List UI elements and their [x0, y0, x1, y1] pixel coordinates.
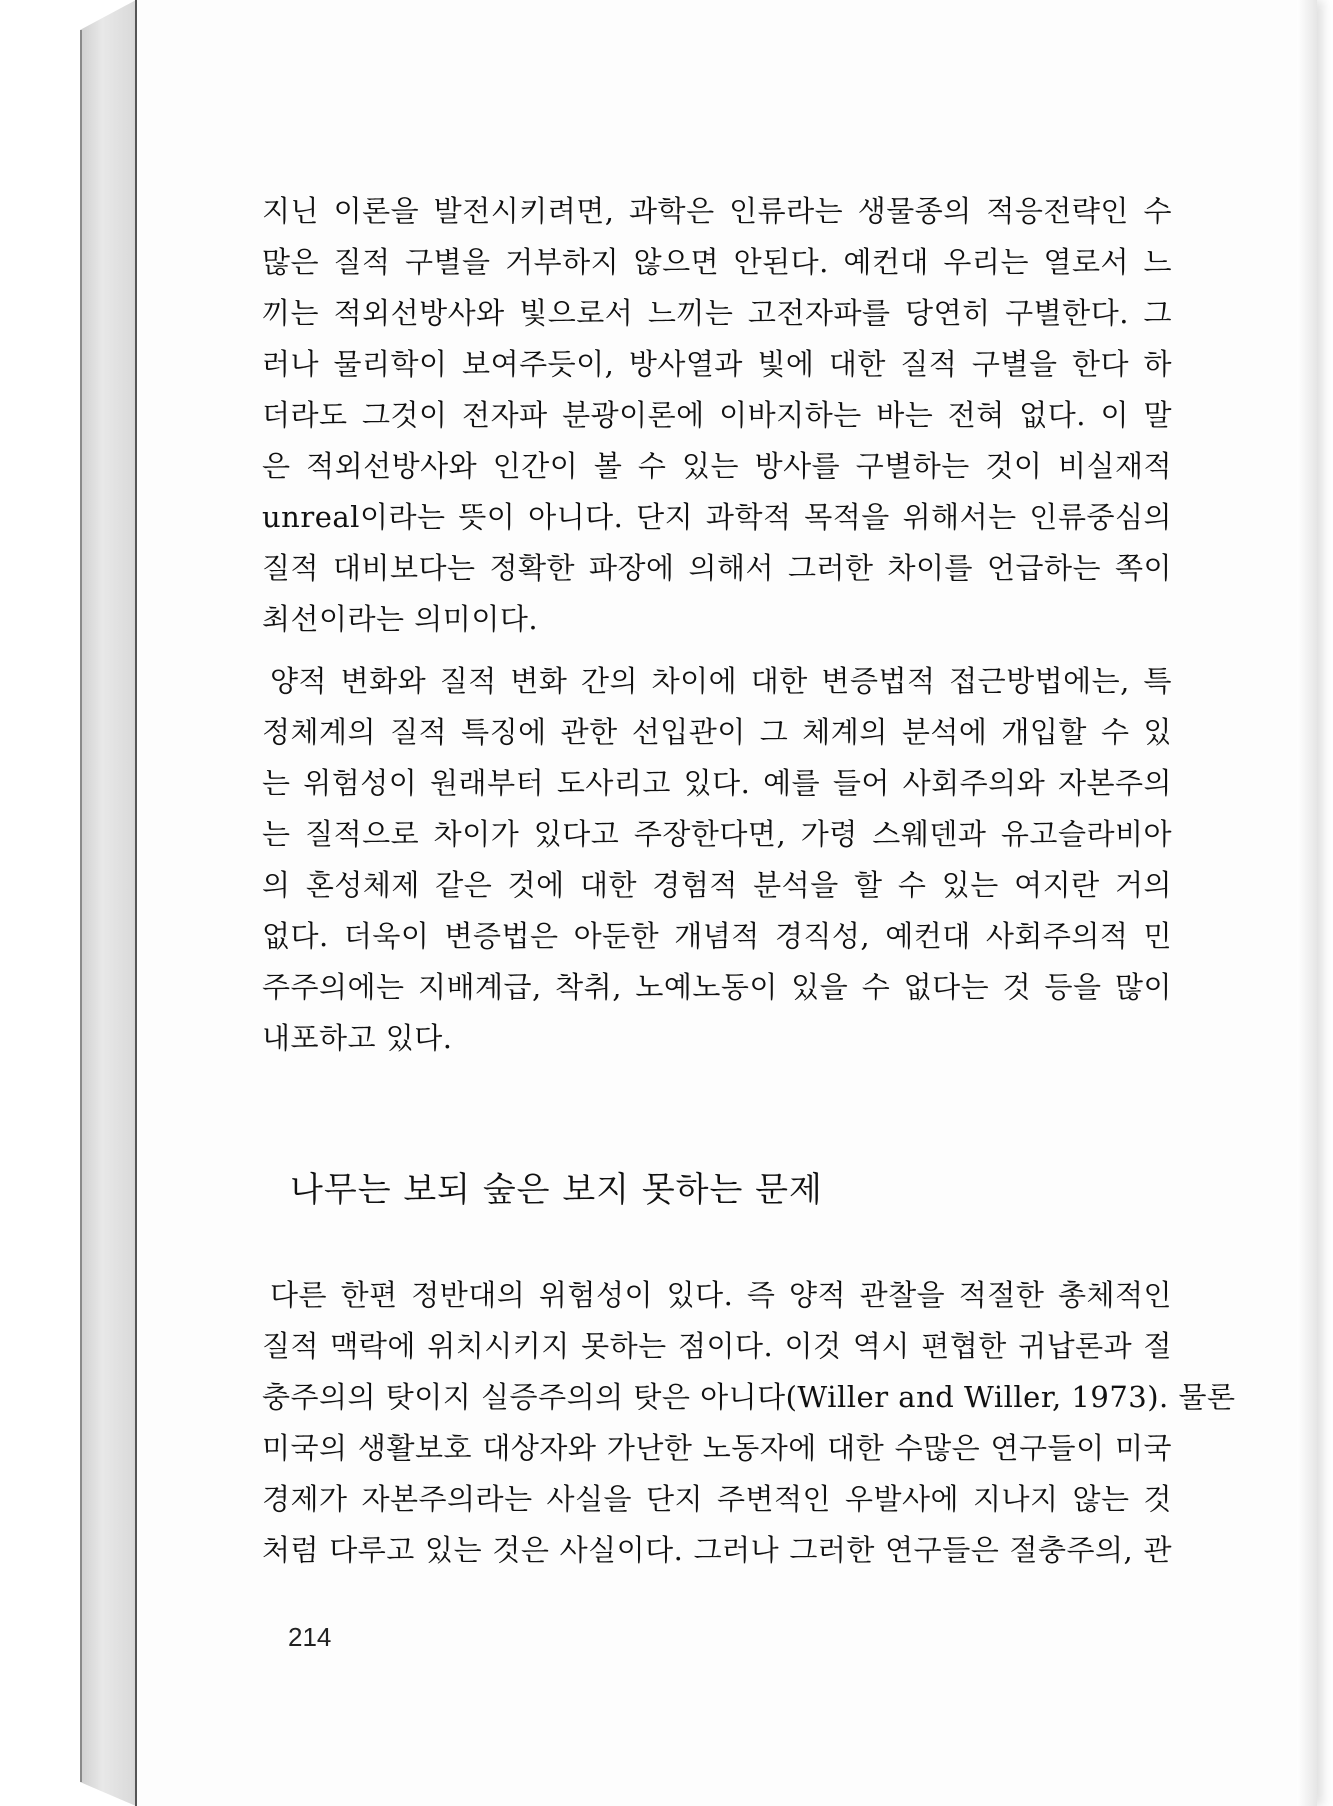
text-line: 질적 맥락에 위치시키지 못하는 점이다. 이것 역시 편협한 귀납론과 절 — [262, 1329, 1172, 1363]
paragraph-2 — [262, 656, 1172, 1064]
paragraph-1 — [262, 186, 1172, 645]
text-line: 처럼 다루고 있는 것은 사실이다. 그러나 그러한 연구들은 절충주의, 관 — [262, 1533, 1172, 1567]
text-line: 러나 물리학이 보여주듯이, 방사열과 빛에 대한 질적 구별을 한다 하 — [262, 347, 1172, 381]
page-edge-shade — [1297, 0, 1317, 1806]
paragraph-3 — [262, 1270, 1236, 1576]
text-line: 의 혼성체제 같은 것에 대한 경험적 분석을 할 수 있는 여지란 거의 — [262, 868, 1172, 902]
book-spine-edge — [80, 30, 82, 1782]
text-line: 최선이라는 의미이다. — [262, 602, 539, 636]
text-line: 질적 대비보다는 정확한 파장에 의해서 그러한 차이를 언급하는 쪽이 — [262, 551, 1172, 585]
text-line: 경제가 자본주의라는 사실을 단지 주변적인 우발사에 지나지 않는 것 — [262, 1482, 1172, 1516]
text-line: 다른 한편 정반대의 위험성이 있다. 즉 양적 관찰을 적절한 총체적인 — [270, 1278, 1172, 1312]
section-heading: 나무는 보되 숲은 보지 못하는 문제 — [290, 1170, 823, 1210]
text-line: 내포하고 있다. — [262, 1021, 453, 1055]
text-line: 많은 질적 구별을 거부하지 않으면 안된다. 예컨대 우리는 열로서 느 — [262, 245, 1172, 279]
text-line: 충주의의 탓이지 실증주의의 탓은 아니다(Willer and Willer, 1973). 물론 — [262, 1380, 1236, 1414]
text-line: 없다. 더욱이 변증법은 아둔한 개념적 경직성, 예컨대 사회주의적 민 — [262, 919, 1172, 953]
text-line: 더라도 그것이 전자파 분광이론에 이바지하는 바는 전혀 없다. 이 말 — [262, 398, 1172, 432]
text-line: 양적 변화와 질적 변화 간의 차이에 대한 변증법적 접근방법에는, 특 — [270, 664, 1172, 698]
text-line: unreal이라는 뜻이 아니다. 단지 과학적 목적을 위해서는 인류중심의 — [262, 500, 1172, 534]
text-line: 정체계의 질적 특징에 관한 선입관이 그 체계의 분석에 개입할 수 있 — [262, 715, 1172, 749]
text-line: 주주의에는 지배계급, 착취, 노예노동이 있을 수 없다는 것 등을 많이 — [262, 970, 1172, 1004]
text-line: 미국의 생활보호 대상자와 가난한 노동자에 대한 수많은 연구들이 미국 — [262, 1431, 1172, 1465]
text-line: 끼는 적외선방사와 빛으로서 느끼는 고전자파를 당연히 구별한다. 그 — [262, 296, 1172, 330]
text-line: 은 적외선방사와 인간이 볼 수 있는 방사를 구별하는 것이 비실재적 — [262, 449, 1172, 483]
page-number: 214 — [288, 1622, 332, 1652]
text-line: 는 위험성이 원래부터 도사리고 있다. 예를 들어 사회주의와 자본주의 — [262, 766, 1172, 800]
book-spine — [80, 0, 136, 1806]
text-line: 지닌 이론을 발전시키려면, 과학은 인류라는 생물종의 적응전략인 수 — [262, 194, 1172, 228]
text-line: 는 질적으로 차이가 있다고 주장한다면, 가령 스웨덴과 유고슬라비아 — [262, 817, 1172, 851]
